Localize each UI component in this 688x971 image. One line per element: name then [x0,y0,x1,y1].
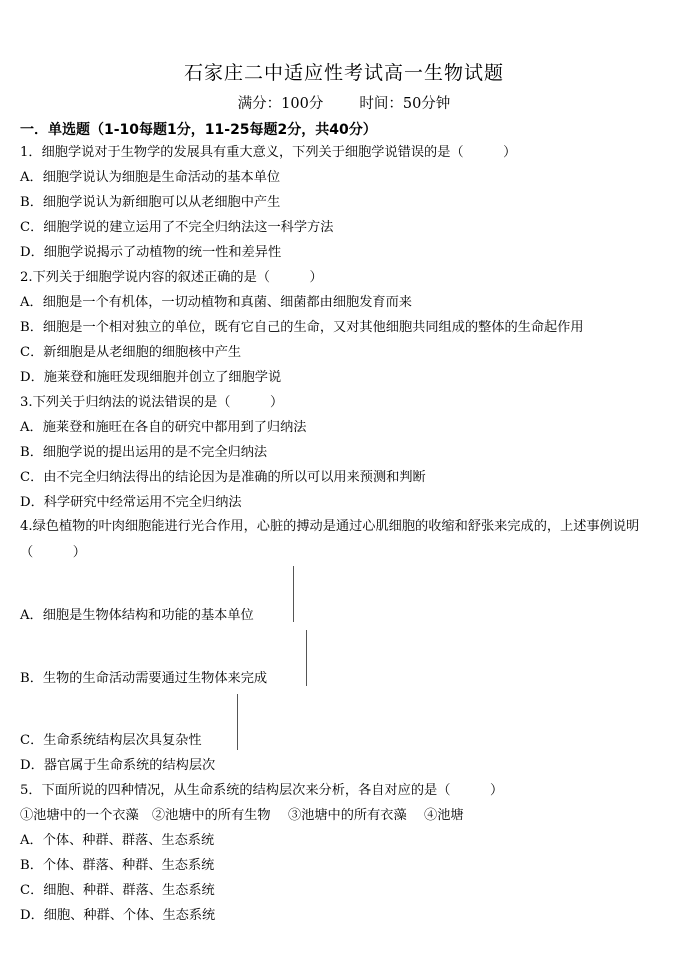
question-2-option-a: A．细胞是一个有机体，一切动植物和真菌、细菌都由细胞发育而来 [20,295,412,310]
question-5-option-b: B．个体、群落、种群、生态系统 [20,858,215,873]
question-1-option-a: A．细胞学说认为细胞是生命活动的基本单位 [20,170,281,185]
question-4-option-b: B．生物的生命活动需要通过生物体来完成 [20,671,268,686]
question-5-option-c: C．细胞、种群、群落、生态系统 [20,883,215,898]
exam-info [0,92,688,113]
question-3-option-d: D．科学研究中经常运用不完全归纳法 [20,495,242,510]
question-2-option-b: B．细胞是一个相对独立的单位，既有它自己的生命，又对其他细胞共同组成的整体的生命起作用 [20,320,584,335]
question-5-option-d: D．细胞、种群、个体、生态系统 [20,908,216,923]
question-4-stem: 4.绿色植物的叶肉细胞能进行光合作用，心脏的搏动是通过心肌细胞的收缩和舒张来完成的，上述事例说明（ ） [20,519,640,560]
question-2-option-d: D．施莱登和施旺发现细胞并创立了细胞学说 [20,370,282,385]
question-2-option-c: C．新细胞是从老细胞的细胞核中产生 [20,345,242,360]
question-3-option-a: A．施莱登和施旺在各自的研究中都用到了归纳法 [20,420,307,435]
margin-rule [306,630,307,686]
margin-rule [293,566,294,622]
question-4-option-d: D．器官属于生命系统的结构层次 [20,758,216,773]
exam-time: 时间：50分钟 [359,96,451,112]
full-score: 满分：100分 [237,96,324,112]
question-2-stem: 2.下列关于细胞学说内容的叙述正确的是（ ） [20,270,323,285]
question-5-stem: 5．下面所说的四种情况，从生命系统的结构层次来分析，各自对应的是（ ） [20,783,504,798]
question-1-stem: 1．细胞学说对于生物学的发展具有重大意义，下列关于细胞学说错误的是（ ） [20,145,517,160]
question-4-option-c: C．生命系统结构层次具复杂性 [20,733,202,748]
question-3-option-c: C．由不完全归纳法得出的结论因为是准确的所以可以用来预测和判断 [20,470,426,485]
question-5-option-a: A．个体、种群、群落、生态系统 [20,833,215,848]
section-heading: 一．单选题（1-10每题1分，11-25每题2分，共40分） [20,122,377,138]
question-4-option-a: A．细胞是生物体结构和功能的基本单位 [20,608,254,623]
question-1-option-d: D．细胞学说揭示了动植物的统一性和差异性 [20,245,282,260]
question-5-items: ①池塘中的一个衣藻 ②池塘中的所有生物 ③池塘中的所有衣藻 ④池塘 [20,808,464,823]
margin-rule [237,694,238,750]
question-3-option-b: B．细胞学说的提出运用的是不完全归纳法 [20,445,268,460]
page-title: 石家庄二中适应性考试高一生物试题 [183,62,504,84]
question-3-stem: 3.下列关于归纳法的说法错误的是（ ） [20,395,284,410]
question-1-option-c: C．细胞学说的建立运用了不完全归纳法这一科学方法 [20,220,334,235]
question-1-option-b: B．细胞学说认为新细胞可以从老细胞中产生 [20,195,281,210]
